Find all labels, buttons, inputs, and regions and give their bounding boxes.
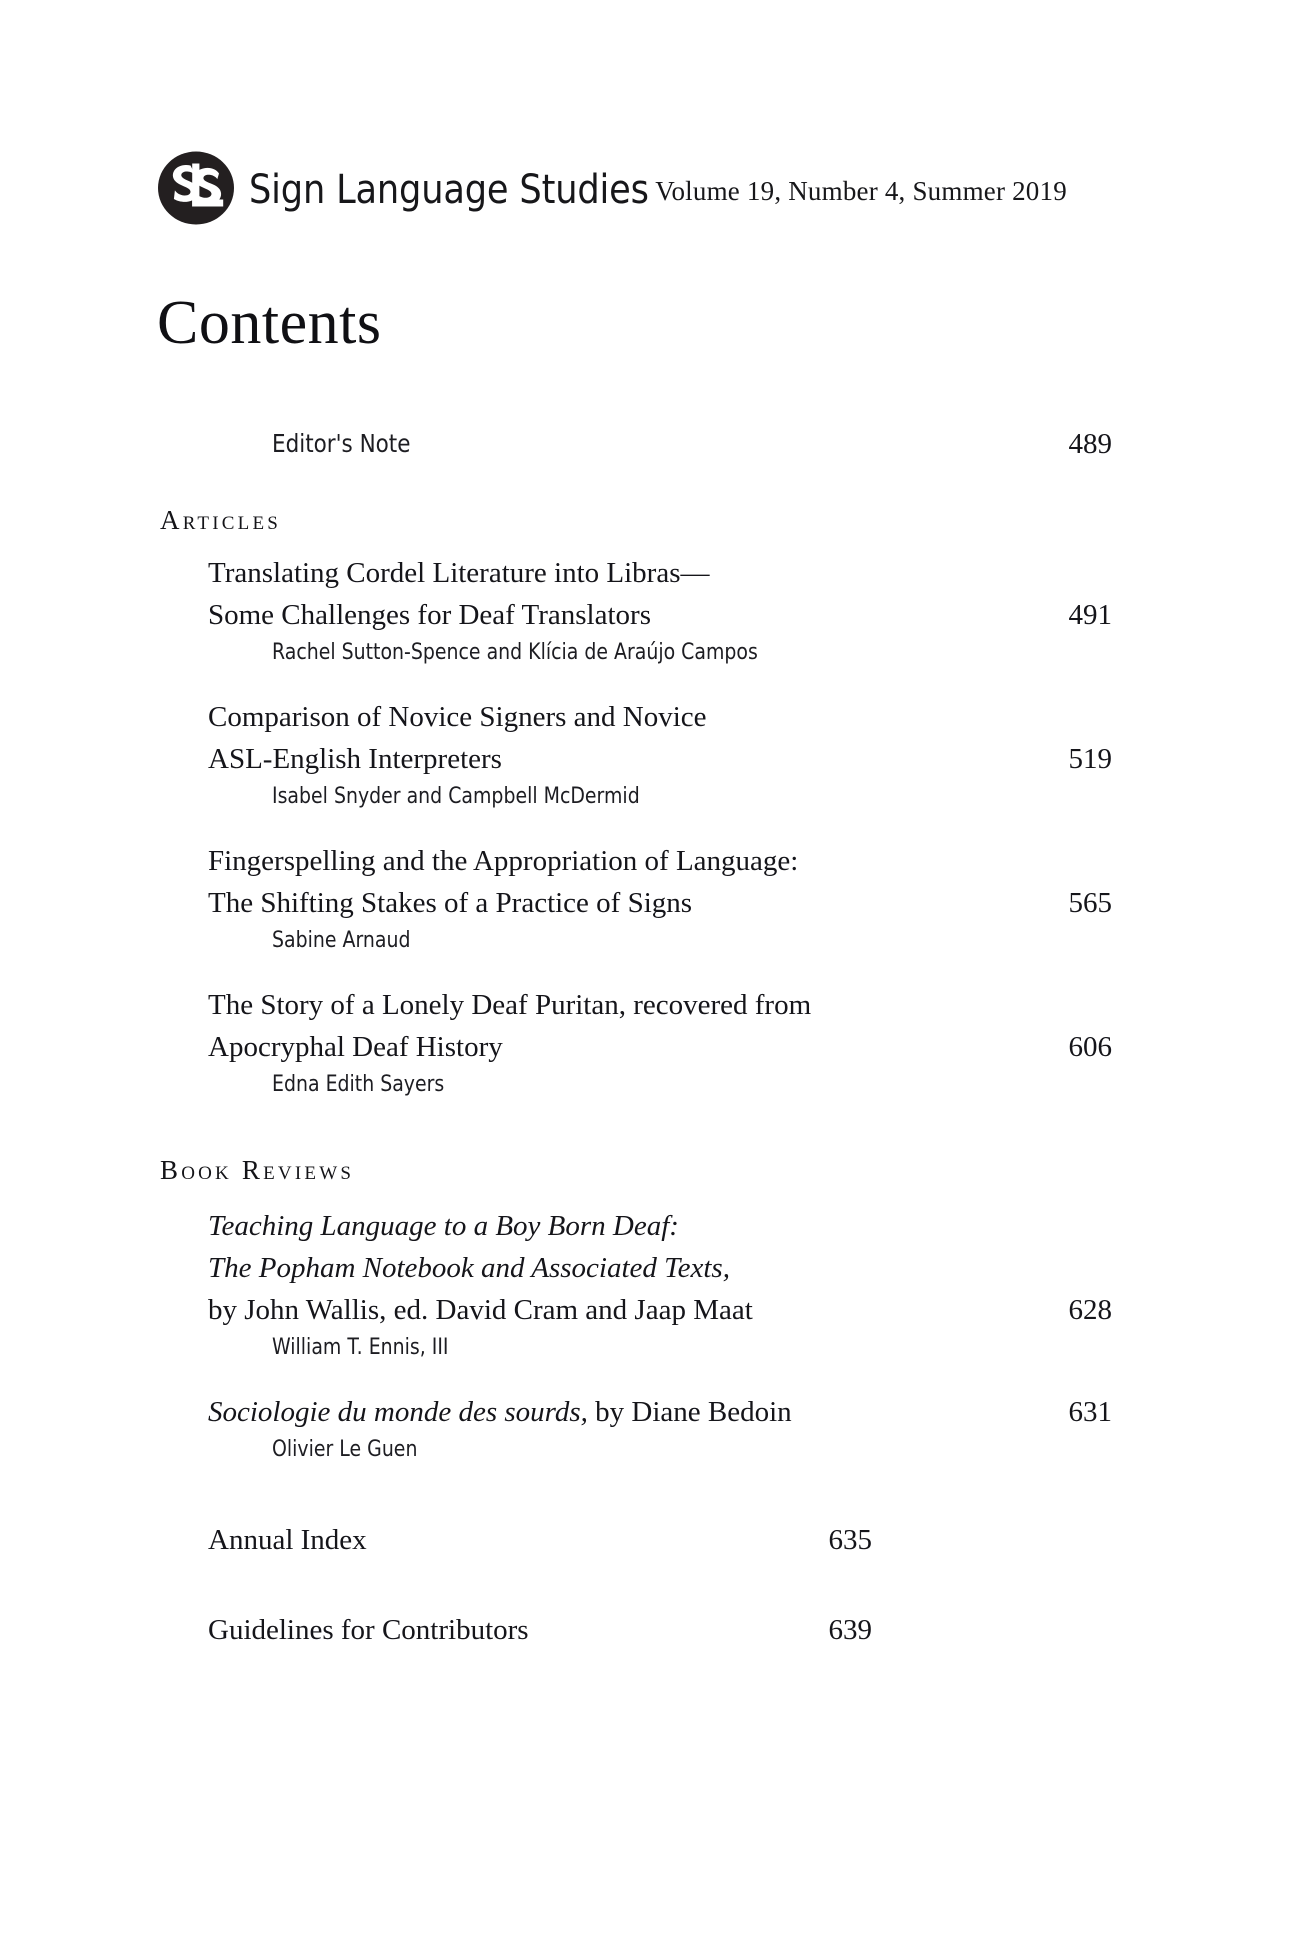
page-title: Contents xyxy=(157,289,382,357)
toc-entry-title-line: Annual Index xyxy=(208,1523,367,1556)
toc-entry-authors: William T. Ennis, III xyxy=(272,1334,449,1360)
toc-entry-page-number: 635 xyxy=(828,1523,872,1556)
toc-entry[interactable] xyxy=(0,1205,1306,1365)
toc-entry-page-number: 491 xyxy=(1068,599,1112,632)
toc-entry-authors: Isabel Snyder and Campbell McDermid xyxy=(272,784,640,810)
toc-entry-authors: Edna Edith Sayers xyxy=(272,1072,445,1098)
toc-entry-title xyxy=(208,984,1066,1068)
toc-entry-title xyxy=(208,552,1066,636)
toc-entry[interactable] xyxy=(0,552,1306,670)
toc-entry-editors-note[interactable] xyxy=(272,424,1306,464)
section-heading-articles: Articles xyxy=(160,505,282,535)
issue-identifier: Volume 19, Number 4, Summer 2019 xyxy=(655,175,1067,206)
toc-entry-title xyxy=(208,1391,1066,1433)
toc-entry-title-line: Translating Cordel Literature into Libras— xyxy=(208,557,710,590)
toc-entry-page-number: 519 xyxy=(1068,743,1112,776)
toc-entry-authors: Rachel Sutton-Spence and Klícia de Araújo Campos xyxy=(272,640,758,666)
book-title-italic: Sociologie du monde des sourds, xyxy=(208,1395,588,1428)
toc-entry[interactable] xyxy=(0,840,1306,958)
toc-entry-title-line: Apocryphal Deaf History xyxy=(208,1031,503,1064)
toc-entry-title-line: Fingerspelling and the Appropriation of Language: xyxy=(208,845,799,878)
toc-entry-page-number: 606 xyxy=(1068,1031,1112,1064)
toc-entry-page-number: 489 xyxy=(1068,428,1112,460)
toc-entry-title-line: by John Wallis, ed. David Cram and Jaap Maat xyxy=(208,1293,753,1326)
toc-entry-page-number: 565 xyxy=(1068,887,1112,920)
toc-entry-title xyxy=(208,1205,1066,1331)
toc-entry[interactable] xyxy=(0,1391,1306,1467)
toc-entry[interactable] xyxy=(0,984,1306,1102)
toc-entry-label: Editor's Note xyxy=(272,429,411,458)
toc-entry-title-line: Comparison of Novice Signers and Novice xyxy=(208,701,707,734)
masthead xyxy=(157,150,1117,226)
toc-entry-title-line: ASL-English Interpreters xyxy=(208,743,502,776)
toc-entry-page-number: 631 xyxy=(1068,1395,1112,1428)
toc-entry-guidelines[interactable] xyxy=(208,1609,1066,1651)
toc-entry-title-line: Teaching Language to a Boy Born Deaf: xyxy=(208,1209,679,1242)
sls-monogram-logo-icon xyxy=(157,151,235,225)
journal-name: Sign Language Studies xyxy=(249,167,649,213)
toc-entry-annual-index[interactable] xyxy=(208,1519,1066,1561)
toc-entry-authors: Olivier Le Guen xyxy=(272,1436,418,1462)
toc-entry-title-line: The Story of a Lonely Deaf Puritan, recovered from xyxy=(208,989,812,1022)
toc-entry-authors: Sabine Arnaud xyxy=(272,928,411,954)
toc-entry-page-number: 639 xyxy=(828,1613,872,1646)
table-of-contents xyxy=(0,424,1306,1651)
toc-entry-title-line: Some Challenges for Deaf Translators xyxy=(208,599,651,632)
toc-entry-title-line: The Popham Notebook and Associated Texts, xyxy=(208,1251,730,1284)
toc-entry-title-line: The Shifting Stakes of a Practice of Signs xyxy=(208,887,693,920)
toc-entry-title xyxy=(208,840,1066,924)
toc-entry-page-number: 628 xyxy=(1068,1293,1112,1326)
section-heading-book-reviews: Book Reviews xyxy=(160,1155,355,1186)
toc-entry-title-line: Sociologie du monde des sourds, by Diane Bedoin xyxy=(208,1395,792,1428)
toc-entry-title xyxy=(208,696,1066,780)
toc-entry-title-line: Guidelines for Contributors xyxy=(208,1613,529,1646)
toc-entry[interactable] xyxy=(0,696,1306,814)
